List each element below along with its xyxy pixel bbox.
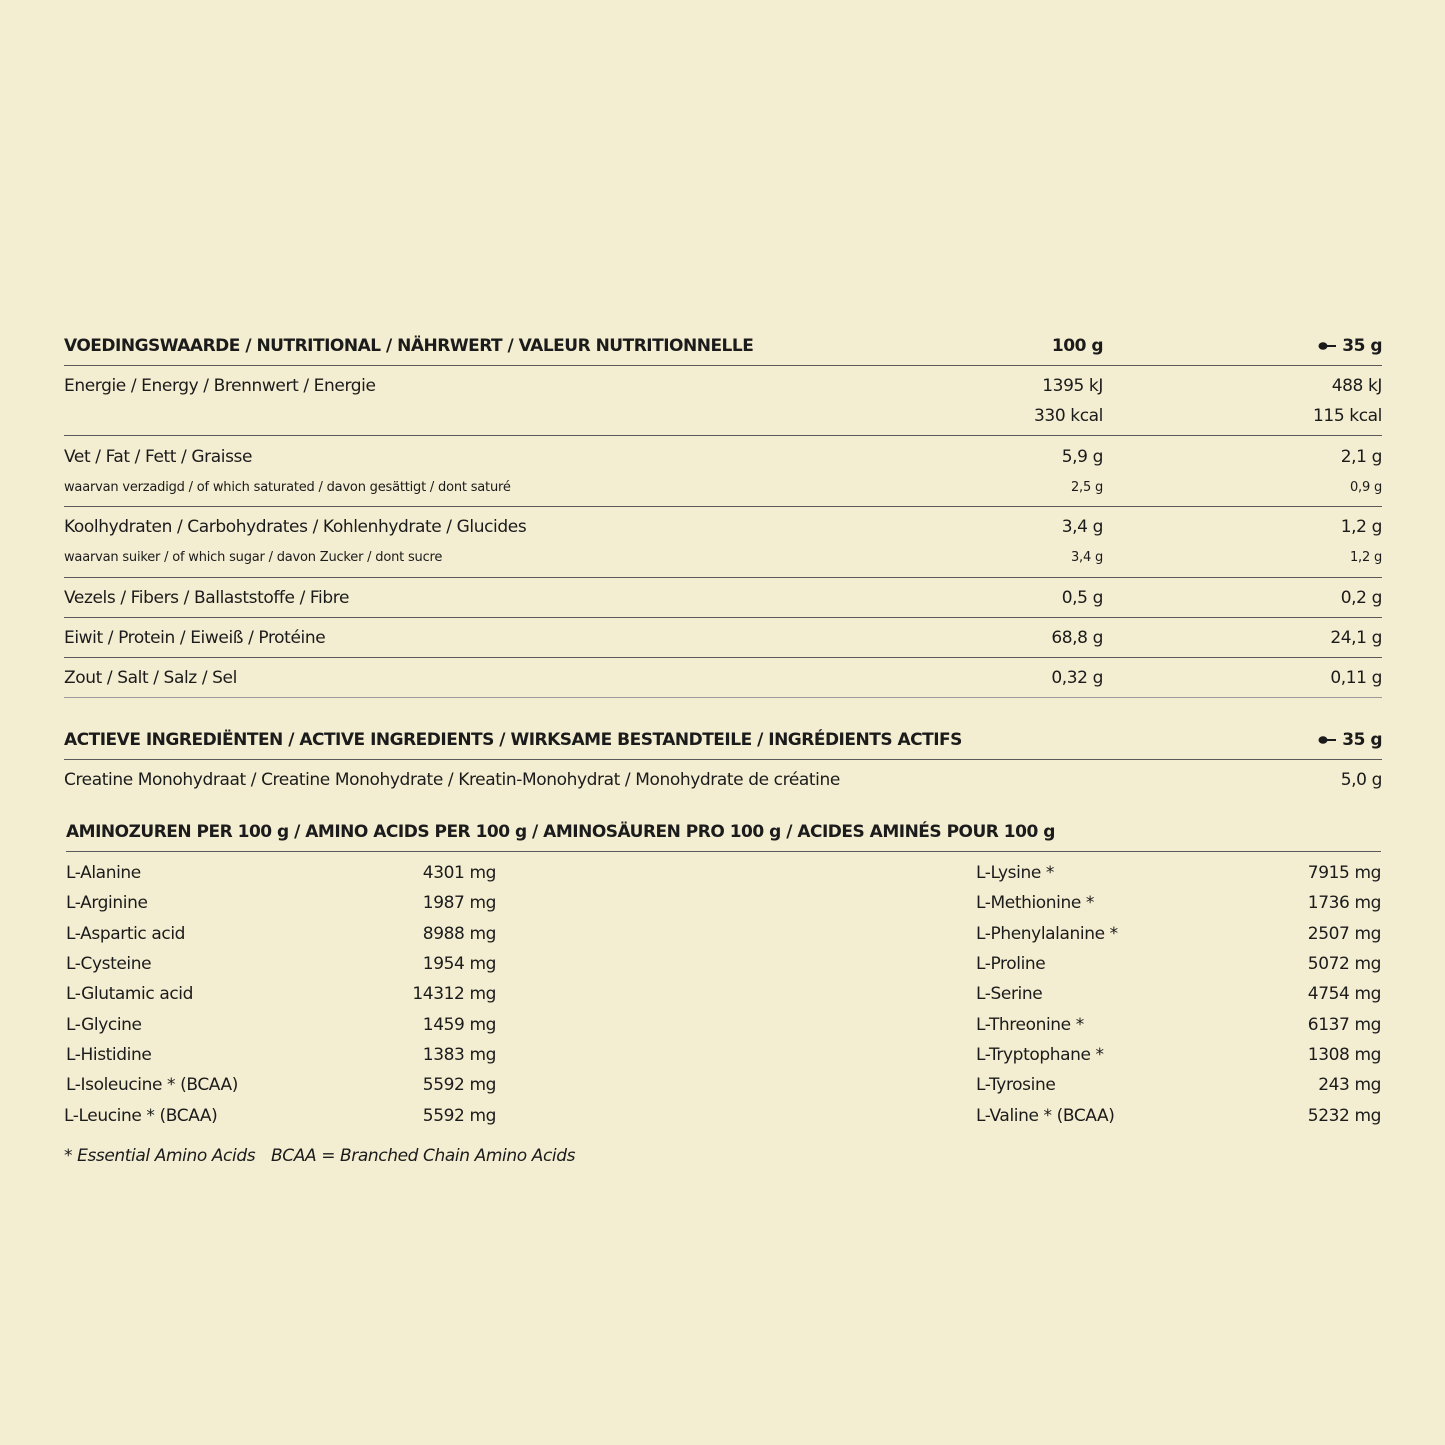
amino-left-name: L-Arginine (66, 893, 148, 913)
divider (64, 577, 1382, 578)
divider (64, 697, 1382, 698)
divider (64, 657, 1382, 658)
divider (66, 851, 1381, 852)
active-header-serving-value: 35 g (1342, 730, 1382, 750)
nutrition-header-serving-value: 35 g (1342, 336, 1382, 356)
fat-label: Vet / Fat / Fett / Graisse (64, 447, 253, 467)
amino-right-value: 5232 mg (1307, 1106, 1381, 1126)
active-ingredients-header: ACTIEVE INGREDIËNTEN / ACTIVE INGREDIENTS / WIRKSAME BESTANDTEILE / INGRÉDIENTS ACTIFS (64, 730, 962, 750)
saturated-fat-serving: 0,9 g (1349, 480, 1382, 495)
energy-kj-serving: 488 kJ (1331, 376, 1382, 396)
sugar-serving: 1,2 g (1349, 550, 1382, 565)
amino-right-name: L-Methionine * (976, 893, 1095, 913)
carbohydrates-label: Koolhydraten / Carbohydrates / Kohlenhydrate / Glucides (64, 517, 527, 537)
amino-right-name: L-Lysine * (976, 863, 1054, 883)
energy-kcal-100g: 330 kcal (1034, 406, 1103, 426)
scoop-icon (1318, 735, 1336, 745)
amino-right-name: L-Serine (976, 984, 1043, 1004)
amino-right-value: 1736 mg (1307, 893, 1381, 913)
amino-left-value: 1954 mg (422, 954, 496, 974)
amino-left-name: L-Isoleucine * (BCAA) (66, 1075, 238, 1095)
protein-100g: 68,8 g (1051, 628, 1103, 648)
fibers-label: Vezels / Fibers / Ballaststoffe / Fibre (64, 588, 350, 608)
amino-right-name: L-Phenylalanine * (976, 924, 1118, 944)
amino-left-name: L-Histidine (66, 1045, 152, 1065)
energy-label: Energie / Energy / Brennwert / Energie (64, 376, 376, 396)
sugar-label: waarvan suiker / of which sugar / davon Zucker / dont sucre (64, 550, 443, 565)
protein-serving: 24,1 g (1330, 628, 1382, 648)
nutrition-header-col-100g: 100 g (1051, 336, 1103, 356)
amino-right-value: 1308 mg (1307, 1045, 1381, 1065)
divider (64, 435, 1382, 436)
amino-right-value: 243 mg (1318, 1075, 1381, 1095)
divider (64, 759, 1382, 760)
amino-acids-header: AMINOZUREN PER 100 g / AMINO ACIDS PER 100 g / AMINOSÄUREN PRO 100 g / ACIDES AMINÉS POUR 100 g (66, 822, 1055, 842)
amino-left-value: 5592 mg (422, 1106, 496, 1126)
creatine-label: Creatine Monohydraat / Creatine Monohydrate / Kreatin-Monohydrat / Monohydrate de créatine (64, 770, 840, 790)
amino-left-name: L-Glutamic acid (66, 984, 193, 1004)
salt-100g: 0,32 g (1051, 668, 1103, 688)
salt-serving: 0,11 g (1330, 668, 1382, 688)
amino-left-value: 4301 mg (422, 863, 496, 883)
footnote-bcaa: BCAA = Branched Chain Amino Acids (271, 1146, 576, 1166)
amino-left-value: 1459 mg (422, 1015, 496, 1035)
amino-right-value: 6137 mg (1307, 1015, 1381, 1035)
saturated-fat-100g: 2,5 g (1070, 480, 1103, 495)
active-header-col-serving (1182, 730, 1382, 750)
amino-right-value: 5072 mg (1307, 954, 1381, 974)
amino-right-name: L-Threonine * (976, 1015, 1084, 1035)
amino-right-name: L-Tyrosine (976, 1075, 1056, 1095)
divider (64, 365, 1382, 366)
salt-label: Zout / Salt / Salz / Sel (64, 668, 237, 688)
nutrition-header-label: VOEDINGSWAARDE / NUTRITIONAL / NÄHRWERT / VALEUR NUTRITIONNELLE (64, 336, 754, 356)
amino-right-value: 2507 mg (1307, 924, 1381, 944)
amino-right-value: 4754 mg (1307, 984, 1381, 1004)
energy-kj-100g: 1395 kJ (1042, 376, 1103, 396)
carbohydrates-100g: 3,4 g (1061, 517, 1103, 537)
footnote-essential: * Essential Amino Acids (64, 1146, 256, 1166)
carbohydrates-serving: 1,2 g (1340, 517, 1382, 537)
divider (64, 617, 1382, 618)
creatine-value: 5,0 g (1340, 770, 1382, 790)
amino-left-name: L-Aspartic acid (66, 924, 186, 944)
amino-right-value: 7915 mg (1307, 863, 1381, 883)
amino-left-value: 5592 mg (422, 1075, 496, 1095)
scoop-icon (1318, 341, 1336, 351)
amino-left-value: 14312 mg (412, 984, 496, 1004)
divider (64, 506, 1382, 507)
amino-left-name: L-Glycine (66, 1015, 142, 1035)
amino-right-name: L-Proline (976, 954, 1046, 974)
amino-left-name: L-Cysteine (66, 954, 152, 974)
protein-label: Eiwit / Protein / Eiweiß / Protéine (64, 628, 326, 648)
amino-left-name: L-Alanine (66, 863, 141, 883)
amino-left-name: L-Leucine * (BCAA) (64, 1106, 218, 1126)
sugar-100g: 3,4 g (1070, 550, 1103, 565)
amino-right-name: L-Valine * (BCAA) (976, 1106, 1115, 1126)
amino-left-value: 8988 mg (422, 924, 496, 944)
amino-right-name: L-Tryptophane * (976, 1045, 1104, 1065)
fat-100g: 5,9 g (1061, 447, 1103, 467)
amino-left-value: 1987 mg (422, 893, 496, 913)
nutrition-header-col-serving (1182, 336, 1382, 356)
fibers-serving: 0,2 g (1340, 588, 1382, 608)
saturated-fat-label: waarvan verzadigd / of which saturated / davon gesättigt / dont saturé (64, 480, 511, 495)
fat-serving: 2,1 g (1340, 447, 1382, 467)
energy-kcal-serving: 115 kcal (1313, 406, 1382, 426)
fibers-100g: 0,5 g (1061, 588, 1103, 608)
amino-left-value: 1383 mg (422, 1045, 496, 1065)
